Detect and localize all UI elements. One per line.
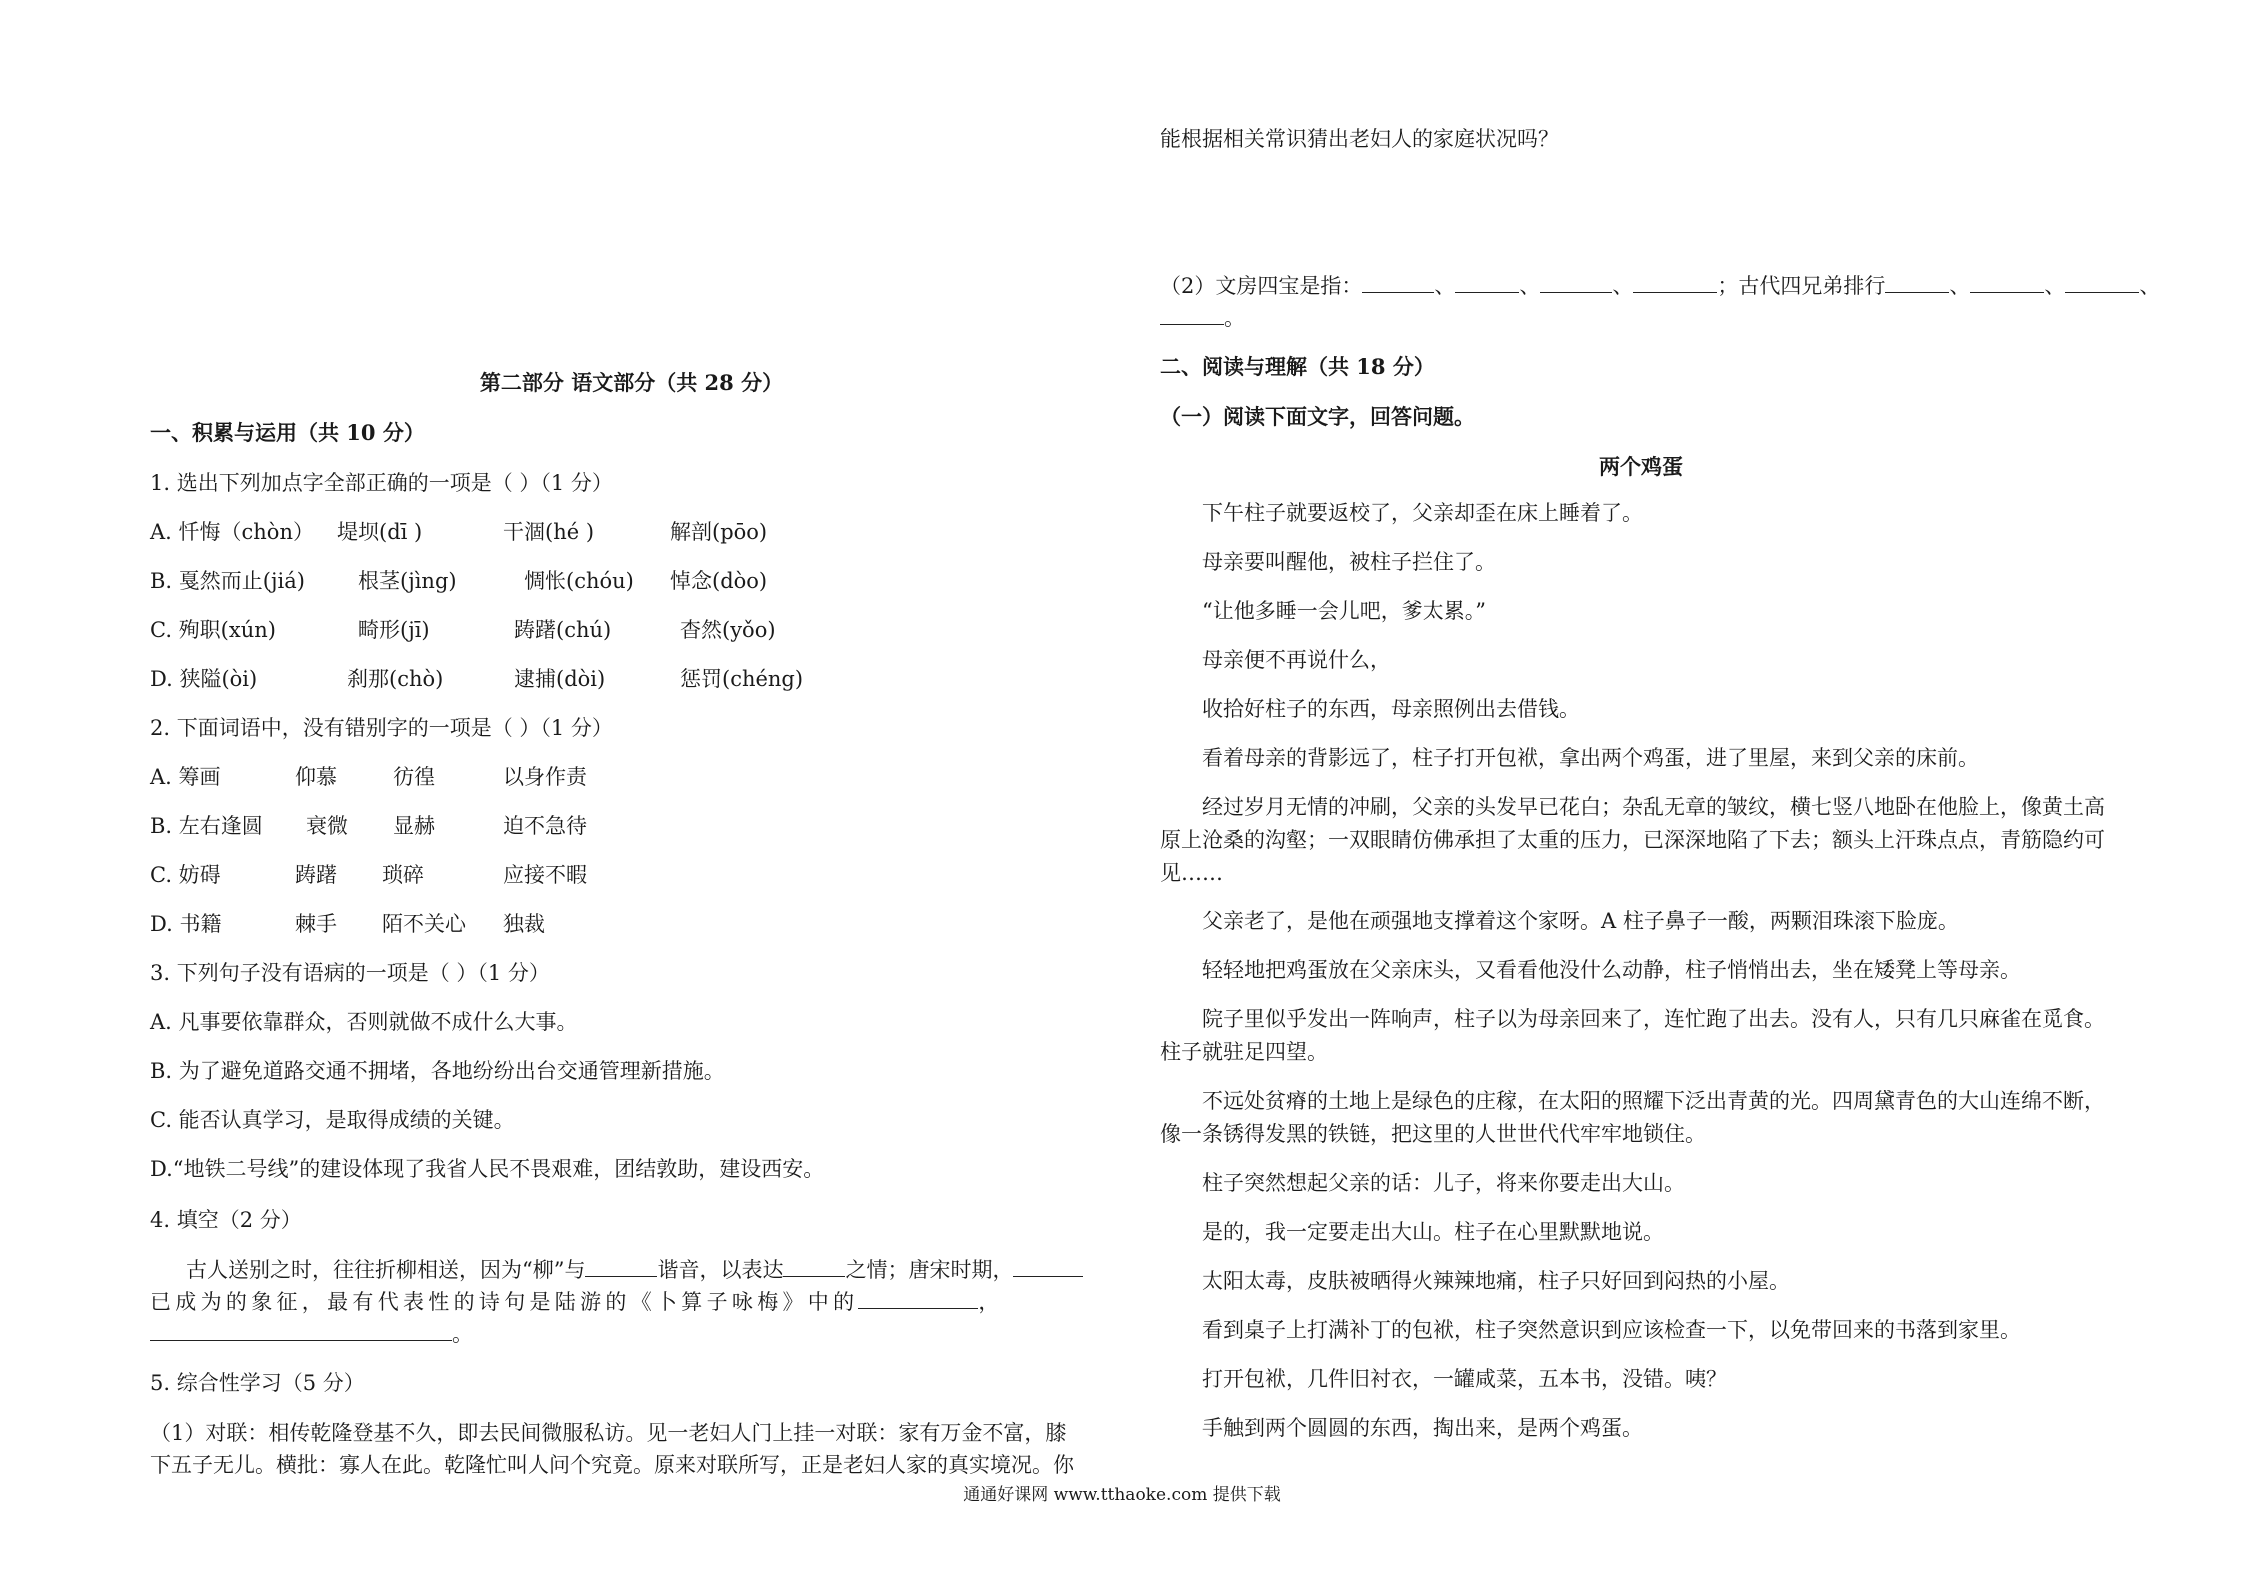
q5-2-text: 。 <box>1224 306 1245 330</box>
q5-p1-line2: 下五子无儿。横批：寡人在此。乾隆忙叫人问个究竟。原来对联所写，正是老妇人家的真实境况。你 <box>150 1453 1074 1477</box>
q2-option: 琐碎 <box>382 863 424 887</box>
story-paragraph: 父亲老了，是他在顽强地支撑着这个家呀。A 柱子鼻子一酸，两颗泪珠滚下脸庞。 <box>1202 909 1959 933</box>
q4-line2 <box>150 1288 1004 1315</box>
q1-option: B. 戛然而止(jiá) <box>150 569 305 593</box>
q1-option: 根茎(jìng) <box>358 569 457 593</box>
q1-option: C. 殉职(xún) <box>150 618 276 642</box>
separator: 、 <box>1434 274 1456 298</box>
q4-text: 已成为的象征，最有代表性的诗句是陆游的《卜算子咏梅》中的 <box>150 1290 859 1314</box>
separator: 、 <box>1949 274 1971 298</box>
q3-option-a: A. 凡事要依靠群众，否则就做不成什么大事。 <box>150 1010 578 1034</box>
fill-blank[interactable] <box>2065 272 2139 293</box>
q1-option: 逮捕(dòi) <box>514 667 606 691</box>
separator: 、 <box>2139 274 2161 298</box>
fill-blank[interactable] <box>1160 304 1224 325</box>
q1-option: 踌躇(chú) <box>514 618 612 642</box>
fill-blank[interactable] <box>1540 272 1612 293</box>
q2-option: 仰慕 <box>295 765 337 789</box>
story-paragraph: 太阳太毒，皮肤被晒得火辣辣地痛，柱子只好回到闷热的小屋。 <box>1202 1269 1790 1293</box>
q2-option: 彷徨 <box>393 765 435 789</box>
subsection-title: （一）阅读下面文字，回答问题。 <box>1160 404 1475 429</box>
q4-text: 谐音，以表达 <box>657 1258 784 1282</box>
q1-option: 惆怅(chóu) <box>524 569 634 593</box>
separator: 、 <box>2044 274 2066 298</box>
fill-blank[interactable] <box>1633 272 1717 293</box>
q4-text: 。 <box>452 1322 473 1346</box>
q2-option: B. 左右逢圆 <box>150 814 263 838</box>
q2-option: A. 筹画 <box>150 765 221 789</box>
story-paragraph: 不远处贫瘠的土地上是绿色的庄稼，在太阳的照耀下泛出青黄的光。四周黛青色的大山连绵不断，像一条锈得发黑的铁链，把这里的人世世代代牢牢地锁住。 <box>1160 1089 2105 1146</box>
fill-blank[interactable] <box>1970 272 2044 293</box>
story-paragraph: 看到桌子上打满补丁的包袱，柱子突然意识到应该检查一下，以免带回来的书落到家里。 <box>1202 1318 2021 1342</box>
fill-blank[interactable] <box>1362 272 1434 293</box>
part-title: 第二部分 语文部分（共 28 分） <box>479 370 784 395</box>
fill-blank[interactable] <box>1885 272 1949 293</box>
q1-option: 解剖(pōo) <box>670 520 768 544</box>
q4-line3 <box>150 1320 473 1347</box>
q2-option: C. 妨碍 <box>150 863 221 887</box>
q2-option: 衰微 <box>306 814 348 838</box>
q2-option: 应接不暇 <box>503 863 587 887</box>
q1-option: A. 忏悔（chòn） <box>150 520 314 544</box>
story-paragraph: “让他多睡一会儿吧，爹太累。” <box>1202 599 1486 623</box>
story-title: 两个鸡蛋 <box>1599 454 1683 479</box>
q5-2-text: ；古代四兄弟排行 <box>1717 274 1886 298</box>
q2-option: 陌不关心 <box>382 912 466 936</box>
q1-option: 悼念(dòo) <box>670 569 768 593</box>
story-paragraph: 院子里似乎发出一阵响声，柱子以为母亲回来了，连忙跑了出去。没有人，只有几只麻雀在觅食。柱子就驻足四望。 <box>1160 1007 2105 1064</box>
q4-text: 古人送别之时，往往折柳相送，因为“柳”与 <box>186 1258 586 1282</box>
section2-title: 二、阅读与理解（共 18 分） <box>1160 354 1435 379</box>
q4-text: ， <box>978 1290 1004 1314</box>
story-paragraph: 手触到两个圆圆的东西，掏出来，是两个鸡蛋。 <box>1202 1416 1643 1440</box>
q4-line1 <box>186 1256 1083 1283</box>
story-paragraph: 是的，我一定要走出大山。柱子在心里默默地说。 <box>1202 1220 1664 1244</box>
story-paragraph: 看着母亲的背影远了，柱子打开包袱，拿出两个鸡蛋，进了里屋，来到父亲的床前。 <box>1202 746 1979 770</box>
fill-blank[interactable] <box>585 1256 657 1277</box>
q3-option-b: B. 为了避免道路交通不拥堵，各地纷纷出台交通管理新措施。 <box>150 1059 725 1083</box>
q2-option: 棘手 <box>295 912 337 936</box>
q1-stem: 1. 选出下列加点字全部正确的一项是（ ）（1 分） <box>150 471 613 495</box>
separator: 、 <box>1612 274 1634 298</box>
q2-option: 显赫 <box>393 814 435 838</box>
fill-blank[interactable] <box>150 1320 452 1341</box>
story-paragraph: 柱子突然想起父亲的话：儿子，将来你要走出大山。 <box>1202 1171 1685 1195</box>
q1-option: 畸形(jī) <box>358 618 430 642</box>
story-paragraph: 母亲要叫醒他，被柱子拦住了。 <box>1202 550 1496 574</box>
q2-option: 独裁 <box>503 912 545 936</box>
q1-option: D. 狭隘(òi) <box>150 667 258 691</box>
story-paragraph: 母亲便不再说什么， <box>1202 648 1391 672</box>
q1-option: 堤坝(dī ) <box>337 520 423 544</box>
fill-blank[interactable] <box>1013 1256 1083 1277</box>
q1-option: 杳然(yǒo) <box>680 618 776 642</box>
story-paragraph: 经过岁月无情的冲刷，父亲的头发早已花白；杂乱无章的皱纹，横七竖八地卧在他脸上，像黄土高原上沧桑的沟壑；一双眼睛仿佛承担了太重的压力，已深深地陷了下去；额头上汗珠点点，青筋隐约可见…… <box>1160 795 2105 885</box>
q3-option-c: C. 能否认真学习，是取得成绩的关键。 <box>150 1108 515 1132</box>
story-paragraph: 打开包袱，几件旧衬衣，一罐咸菜，五本书，没错。咦？ <box>1202 1367 1727 1391</box>
q3-stem: 3. 下列句子没有语病的一项是（ ）（1 分） <box>150 961 550 985</box>
q2-option: D. 书籍 <box>150 912 222 936</box>
fill-blank[interactable] <box>1455 272 1519 293</box>
q2-stem: 2. 下面词语中，没有错别字的一项是（ ）（1 分） <box>150 716 613 740</box>
q2-option: 迫不急待 <box>503 814 587 838</box>
q5-2-line2 <box>1160 304 1245 331</box>
q4-stem: 4. 填空（2 分） <box>150 1208 302 1232</box>
fill-blank[interactable] <box>783 1256 845 1277</box>
q5-continuation: 能根据相关常识猜出老妇人的家庭状况吗？ <box>1160 127 1559 151</box>
fill-blank[interactable] <box>858 1288 978 1309</box>
story-paragraph: 轻轻地把鸡蛋放在父亲床头，又看看他没什么动静，柱子悄悄出去，坐在矮凳上等母亲。 <box>1202 958 2021 982</box>
q5-stem: 5. 综合性学习（5 分） <box>150 1371 365 1395</box>
q1-option: 干涸(hé ) <box>503 520 595 544</box>
separator: 、 <box>1519 274 1541 298</box>
q1-option: 刹那(chò) <box>347 667 444 691</box>
page-footer: 通通好课网 www.tthaoke.com 提供下载 <box>963 1485 1281 1505</box>
q5-p1-line1: （1）对联：相传乾隆登基不久，即去民间微服私访。见一老妇人门上挂一对联：家有万金不富，膝 <box>150 1421 1067 1445</box>
q5-2-text: （2）文房四宝是指： <box>1160 274 1363 298</box>
q2-option: 以身作责 <box>503 765 587 789</box>
q1-option: 惩罚(chéng) <box>680 667 804 691</box>
q2-option: 踌躇 <box>295 863 337 887</box>
section1-title: 一、积累与运用（共 10 分） <box>150 420 425 445</box>
story-paragraph: 下午柱子就要返校了，父亲却歪在床上睡着了。 <box>1202 501 1643 525</box>
q5-2-line1 <box>1160 272 2160 299</box>
q3-option-d: D.“地铁二号线”的建设体现了我省人民不畏艰难，团结敦助，建设西安。 <box>150 1157 825 1181</box>
story-paragraph: 收拾好柱子的东西，母亲照例出去借钱。 <box>1202 697 1580 721</box>
q4-text: 之情；唐宋时期， <box>845 1258 1014 1282</box>
